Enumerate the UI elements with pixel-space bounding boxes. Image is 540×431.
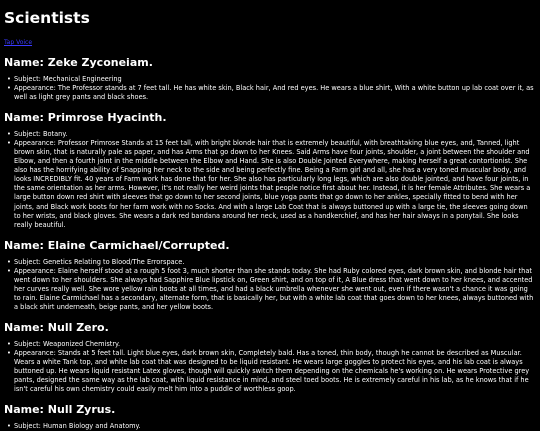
scientist-appearance: • Appearance: The Professor stands at 7 feet tall. He has white skin, Black hair, And red eyes. He wears a blue shirt, With a white button up lab coat over it, as well as light grey pants and black shoes. xyxy=(4,84,536,102)
scientist-subject: • Subject: Human Biology and Anatomy. xyxy=(14,422,536,431)
scientist-subject: • Subject: Genetics Relating to Blood/The Errorspace. xyxy=(14,258,536,267)
scientist-name: Name: Zeke Zyconeiam. xyxy=(4,56,153,70)
scientist-name: Name: Null Zero. xyxy=(4,321,109,335)
scientist-name: Name: Elaine Carmichael/Corrupted. xyxy=(4,238,230,252)
back-link[interactable]: Tap Voice xyxy=(4,39,33,47)
scientist-subject: • Subject: Mechanical Engineering xyxy=(14,75,536,84)
scientist-subject: • Subject: Weaponized Chemistry. xyxy=(14,340,536,349)
scientist-details xyxy=(4,130,536,230)
scientist-appearance: • Appearance: Stands at 5 feet tall. Light blue eyes, dark brown skin, Completely bald. Has a toned, thin body, though he cannot be described as Muscular. Wears a white Tank top, and white lab coat that was designed to be liquid resistant. He wears large goggles to protect his eyes, and his lab coat is always buttoned up. He wears liquid resistant Latex gloves, though will quickly switch them depending on the chemicals he's working on. He wears Protective grey pants, designed the same way as the lab coat, with liquid resistance in mind, and steel toed boots. He is extremely careful in his lab, as he knows that if he isn't careful his own chemistry could easily melt him into a puddle of worthless goop. xyxy=(4,349,536,394)
scientist-details xyxy=(4,258,536,313)
scientist-entry xyxy=(4,321,536,394)
scientist-entry xyxy=(4,239,536,312)
scientist-entry xyxy=(4,56,536,102)
scientist-name: Name: Primrose Hyacinth. xyxy=(4,111,167,125)
scientist-appearance: • Appearance: Elaine herself stood at a rough 5 foot 3, much shorter than she stands today. She had Ruby colored eyes, dark brown skin, and blonde hair that went down to her shoulders. She always had Sapphire Blue lipstick on, Green shirt, and on top of it, A Blue dress that went down to her knees, and accented her curves really well. She wore yellow rain boots at all times, and had a black umbrella whenever she went out, even if there wasn't a chance it was going to rain. Elaine Carmichael has a secondary, alternate form, that is basically her, but with a white lab coat that goes down to her knees, always buttoned with a black shirt underneath, beige pants, and her yellow boots. xyxy=(4,267,536,312)
scientist-entry xyxy=(4,111,536,230)
page-title: Scientists xyxy=(4,9,90,27)
scientist-entry xyxy=(4,403,536,431)
scientist-subject: • Subject: Botany. xyxy=(14,130,536,139)
scientist-name: Name: Null Zyrus. xyxy=(4,403,116,417)
scientist-details xyxy=(4,75,536,102)
scientist-details xyxy=(4,340,536,395)
scientist-appearance: • Appearance: Professor Primrose Stands at 15 feet tall, with bright blonde hair that is extremely beautiful, with breathtaking blue eyes, and, Tanned, light brown skin, that is naturally pale as paper, and has Arms that go down to her Knees. Said Arms have four joints, shoulder, a joint between the shoulder and Elbow, and then a fourth joint in the middle between the Elbow and Hand. She is also Double Jointed Everywhere, making herself a great contortionist. She also has the horrifying ability of Snapping her neck to the side and being perfectly fine. Being a Farm girl and all, she has a very toned muscular body, and looks INCREDIBLY fit. 40 years of Farm work has done that for her. She also has particularly long legs, which are also double jointed, and have four joints, in the same orientation as her arms. However, it's not really her weird joints that people notice first about her. Instead, it is her female Attributes. She wears a large button down red shirt with sleeves that go down to her second joints, blue yoga pants that go down to her ankles, specially fitted to bend with her joints, and Black work boots for her farm work with no Socks. And with a large Lab Coat that is always buttoned up with a large tie, the sleeves going down to her wrists, and black gloves. She wears a dark red bandana around her neck, used as a handkerchief, and has her hair always in a ponytail. She looks really beautiful. xyxy=(4,139,536,230)
scientist-details xyxy=(4,422,536,431)
